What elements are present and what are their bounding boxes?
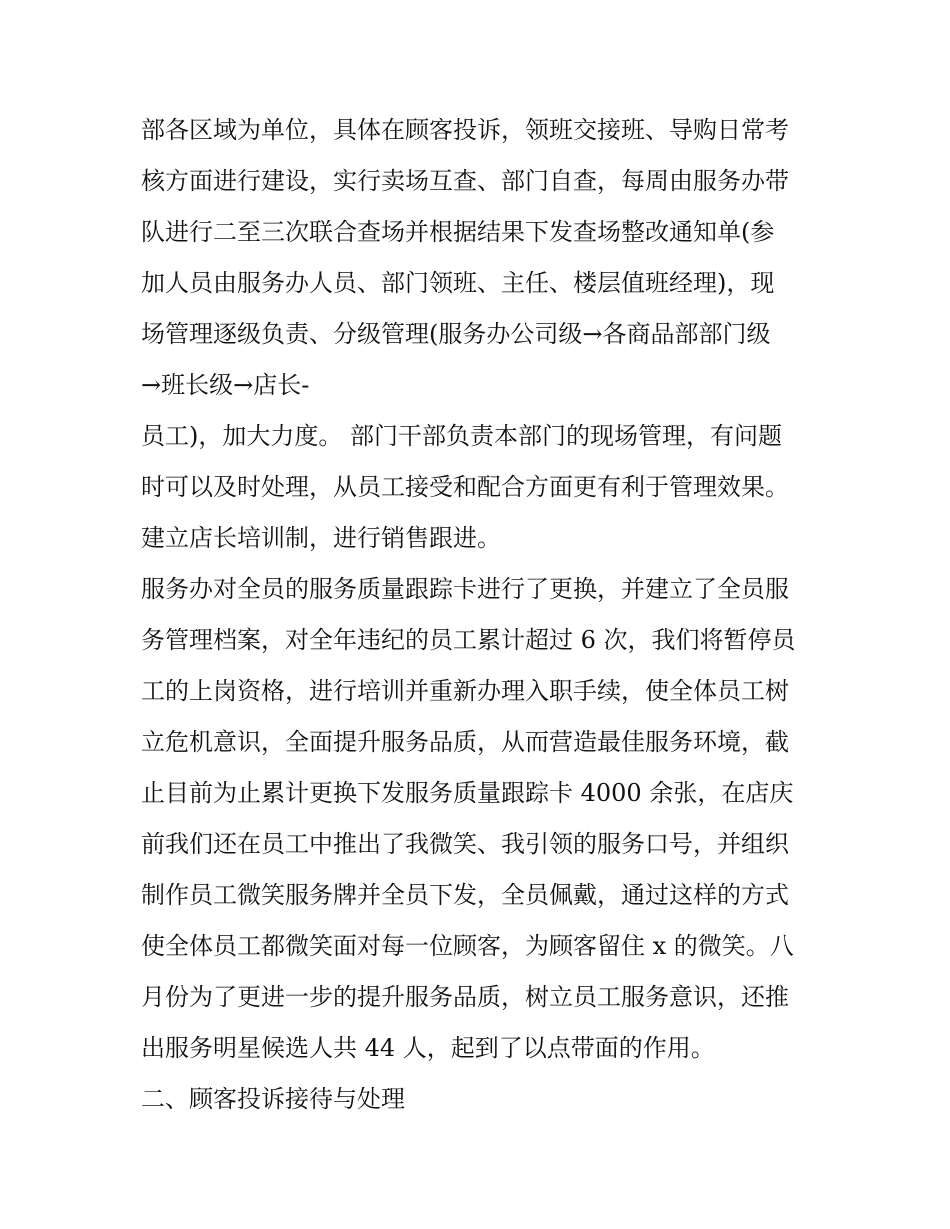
- text-line: 加人员由服务办人员、部门领班、主任、楼层值班经理)，现: [141, 269, 775, 297]
- text-line: 务管理档案，对全年违纪的员工累计超过 6 次，我们将暂停员: [141, 626, 796, 654]
- text-line: 出服务明星候选人共 44 人，起到了以点带面的作用。: [141, 1034, 715, 1062]
- text-line: 立危机意识，全面提升服务品质，从而营造最佳服务环境，截: [141, 728, 789, 756]
- text-line: 建立店长培训制，进行销售跟进。: [141, 524, 501, 552]
- text-line: 工的上岗资格，进行培训并重新办理入职手续，使全体员工树: [141, 677, 789, 705]
- text-line: 止目前为止累计更换下发服务质量跟踪卡 4000 余张，在店庆: [141, 779, 794, 807]
- text-line: 员工)，加大力度。 部门干部负责本部门的现场管理，有问题: [141, 422, 782, 450]
- section-heading: 二、顾客投诉接待与处理: [141, 1085, 405, 1113]
- text-line: →班长级→店长-: [141, 371, 310, 399]
- text-line: 时可以及时处理，从员工接受和配合方面更有利于管理效果。: [141, 473, 789, 501]
- text-line: 前我们还在员工中推出了我微笑、我引领的服务口号，并组织: [141, 830, 789, 858]
- text-line: 队进行二至三次联合查场并根据结果下发查场整改通知单(参: [141, 218, 775, 246]
- text-line: 部各区域为单位，具体在顾客投诉，领班交接班、导购日常考: [141, 116, 789, 144]
- text-line: 制作员工微笑服务牌并全员下发，全员佩戴，通过这样的方式: [141, 881, 789, 909]
- text-line: 场管理逐级负责、分级管理(服务办公司级→各商品部部门级: [141, 320, 771, 348]
- text-line: 服务办对全员的服务质量跟踪卡进行了更换，并建立了全员服: [141, 575, 789, 603]
- text-line: 使全体员工都微笑面对每一位顾客，为顾客留住 x 的微笑。八: [141, 932, 794, 960]
- text-line: 核方面进行建设，实行卖场互查、部门自查，每周由服务办带: [141, 167, 789, 195]
- text-line: 月份为了更进一步的提升服务品质，树立员工服务意识，还推: [141, 983, 789, 1011]
